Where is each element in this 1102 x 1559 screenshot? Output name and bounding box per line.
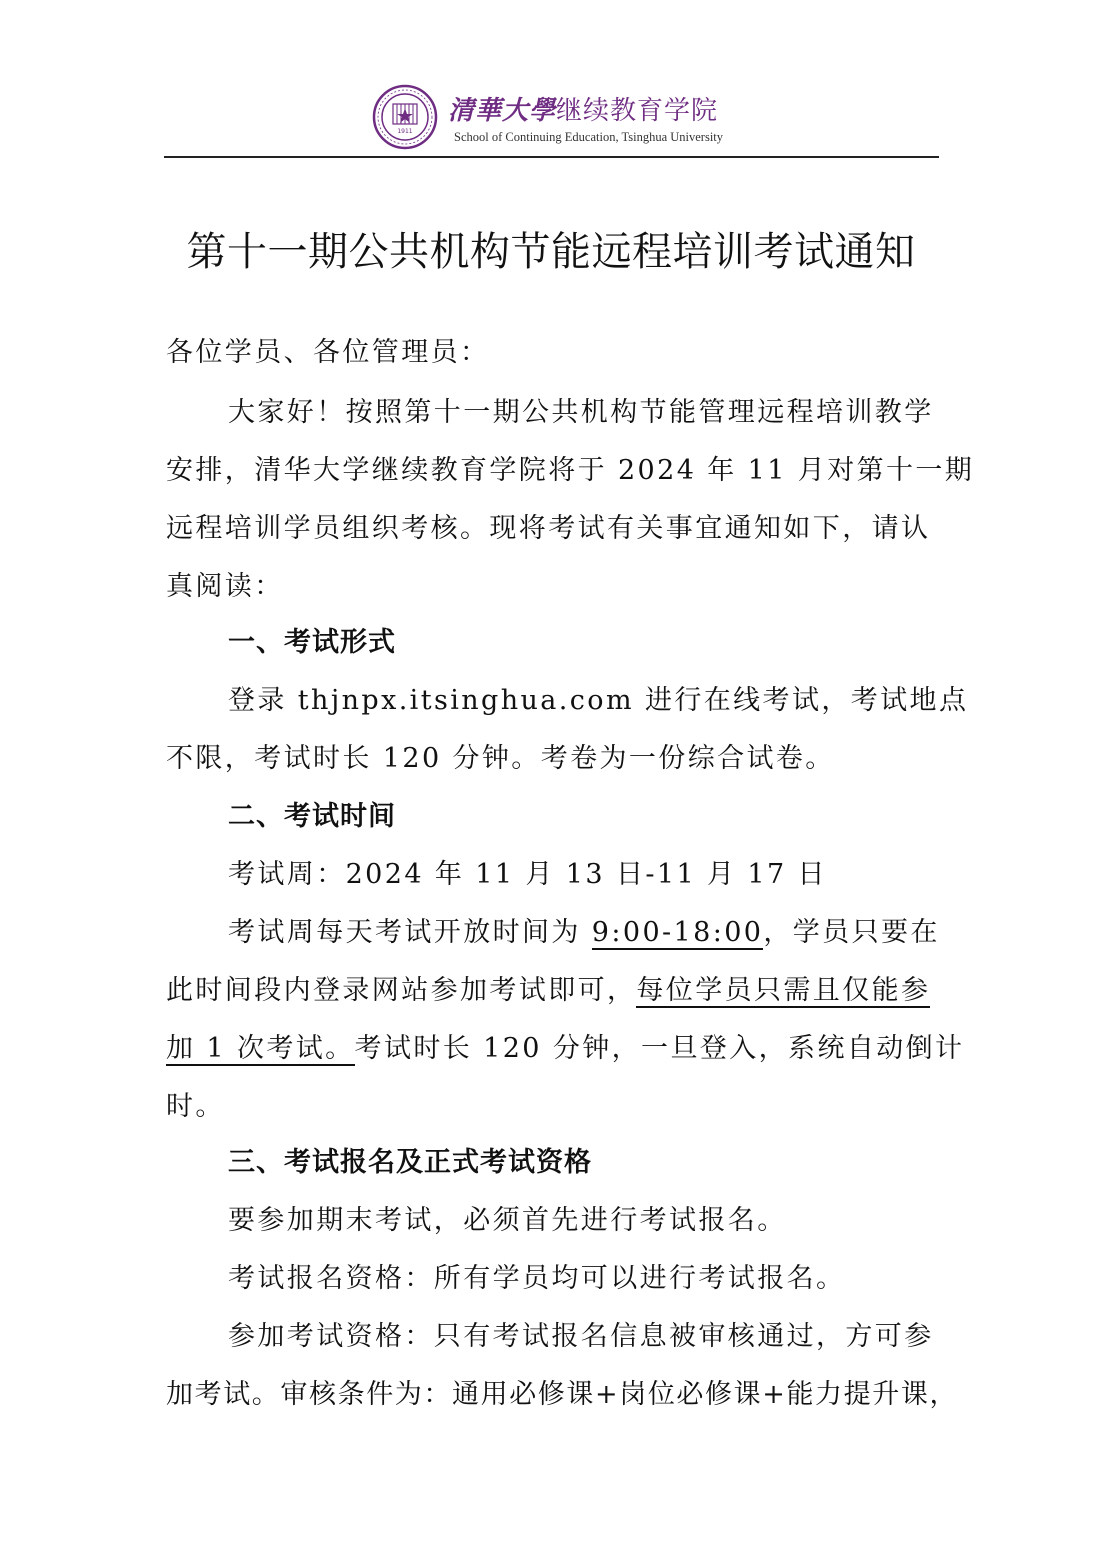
- header-divider: [164, 156, 939, 158]
- section-3-line-1: 要参加期末考试，必须首先进行考试报名。: [228, 1205, 787, 1236]
- text-segment: 考试时长 120 分钟，一旦登入，系统自动倒计: [354, 1033, 965, 1064]
- seal-year: 1911: [397, 128, 413, 135]
- section-3-line-4: 加考试。审核条件为：通用必修课+岗位必修课+能力提升课，: [166, 1379, 959, 1410]
- intro-line-2: 安排，清华大学继续教育学院将于 2024 年 11 月对第十一期: [166, 455, 975, 486]
- exam-week: 考试周：2024 年 11 月 13 日-11 月 17 日: [228, 859, 827, 890]
- section-3-heading: 三、考试报名及正式考试资格: [228, 1147, 592, 1178]
- section-3-line-3: 参加考试资格：只有考试报名信息被审核通过，方可参: [228, 1321, 934, 1352]
- school-name-en: School of Continuing Education, Tsinghua University: [454, 130, 724, 144]
- intro-line-1: 大家好！按照第十一期公共机构节能管理远程培训教学: [228, 397, 934, 428]
- section-2-heading: 二、考试时间: [228, 801, 396, 832]
- school-name: 继续教育学院: [556, 96, 719, 126]
- text-segment: 此时间段内登录网站参加考试即可，: [166, 975, 637, 1006]
- section-3-line-2: 考试报名资格：所有学员均可以进行考试报名。: [228, 1263, 846, 1294]
- tsinghua-seal-icon: [372, 84, 438, 150]
- document-title: 第十一期公共机构节能远程培训考试通知: [186, 229, 916, 275]
- underlined-rule: 每位学员只需且仅能参: [636, 975, 931, 1006]
- section-2-para-line-3: [166, 1026, 964, 1065]
- underlined-rule: 加 1 次考试。: [166, 1033, 355, 1064]
- text-segment: ，学员只要在: [763, 917, 940, 948]
- greeting: 各位学员、各位管理员：: [166, 337, 490, 368]
- exam-hours: 9:00-18:00: [591, 917, 764, 948]
- section-2-para-line-1: [228, 910, 940, 949]
- section-1-line-1: 登录 thjnpx.itsinghua.com 进行在线考试，考试地点: [228, 685, 969, 716]
- university-name: 清華大學: [448, 96, 557, 126]
- section-1-heading: 一、考试形式: [228, 627, 396, 658]
- section-1-line-2: 不限，考试时长 120 分钟。考卷为一份综合试卷。: [166, 743, 835, 774]
- letterhead: [166, 80, 938, 158]
- text-segment: 考试周每天考试开放时间为: [228, 917, 592, 948]
- intro-line-4: 真阅读：: [166, 571, 284, 602]
- section-2-para-line-4: 时。: [166, 1091, 225, 1122]
- intro-line-3: 远程培训学员组织考核。现将考试有关事宜通知如下，请认: [166, 513, 931, 544]
- section-2-para-line-2: [166, 968, 930, 1007]
- school-name-cn: [448, 90, 718, 127]
